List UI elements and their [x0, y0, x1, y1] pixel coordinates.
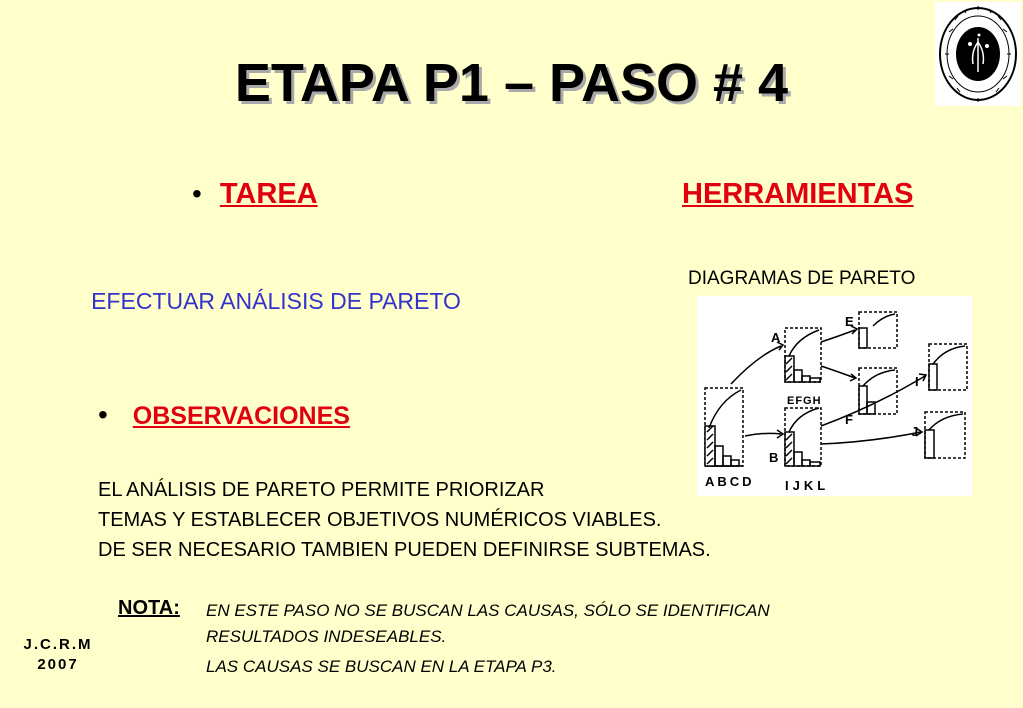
diagram-letter-b: B	[769, 450, 779, 465]
bullet-icon: •	[192, 178, 202, 209]
observations-heading-row	[98, 399, 350, 431]
tool-label: DIAGRAMAS DE PARETO	[688, 268, 916, 289]
author-initials: J.C.R.M	[23, 636, 93, 653]
diagram-letter-j: J	[911, 424, 919, 439]
footer-year: 2007	[37, 656, 79, 673]
page-title-text: ETAPA P1 – PASO # 4	[234, 53, 789, 113]
page-title	[0, 52, 1023, 114]
diagram-letter-a: A	[771, 330, 781, 345]
note-line: LAS CAUSAS SE BUSCAN EN LA ETAPA P3.	[206, 657, 557, 676]
task-heading: TAREA	[219, 178, 318, 210]
task-heading-row	[192, 178, 318, 211]
note-line: RESULTADOS INDESEABLES.	[206, 627, 447, 646]
task-description: EFECTUAR ANÁLISIS DE PARETO	[91, 288, 461, 314]
diagram-letter-f: F	[845, 412, 853, 427]
note-line: EN ESTE PASO NO SE BUSCAN LAS CAUSAS, SÓLO SE IDENTIFICAN	[206, 601, 770, 620]
note-label-text: NOTA	[118, 597, 174, 619]
observation-line: TEMAS Y ESTABLECER OBJETIVOS NUMÉRICOS VIABLES.	[98, 509, 662, 531]
note-colon: :	[173, 597, 180, 619]
observations-heading: OBSERVACIONES	[132, 402, 350, 430]
diagram-letter-e: E	[845, 314, 854, 329]
observation-line: DE SER NECESARIO TAMBIEN PUEDEN DEFINIRSE SUBTEMAS.	[98, 539, 711, 561]
pareto-diagram-image	[697, 296, 972, 496]
bullet-icon: •	[98, 399, 108, 430]
diagram-letter-i: I	[915, 374, 919, 389]
diagram-letters-ijkl: IJKL	[785, 478, 830, 493]
diagram-letters-abcd: ABCD	[705, 474, 755, 489]
observation-line: EL ANÁLISIS DE PARETO PERMITE PRIORIZAR	[98, 479, 545, 501]
university-seal-logo	[935, 2, 1021, 106]
diagram-letters-efgh: EFGH	[787, 395, 822, 407]
note-label	[100, 597, 180, 620]
tools-heading: HERRAMIENTAS	[682, 178, 914, 210]
